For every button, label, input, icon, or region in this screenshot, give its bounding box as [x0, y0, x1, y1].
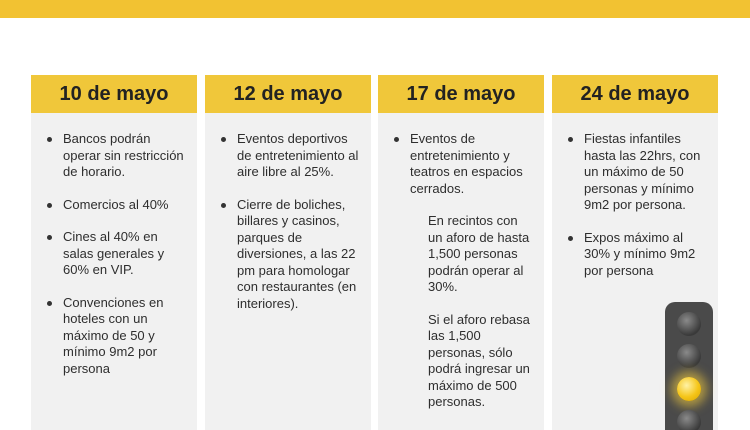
- list-item: Comercios al 40%: [45, 197, 187, 214]
- green-lamp-icon: [677, 410, 701, 430]
- list-item: Expos máximo al 30% y mínimo 9m2 por persona: [566, 230, 708, 280]
- column-10-mayo: [31, 75, 197, 430]
- list-item: Cierre de boliches, billares y casinos, parques de diversiones, a las 22 pm para homologar con restaurantes (en interiores).: [219, 197, 361, 313]
- traffic-light-icon: [665, 302, 713, 430]
- list-item: Bancos podrán operar sin restricción de horario.: [45, 131, 187, 181]
- detail-paragraph: Si el aforo rebasa las 1,500 personas, sólo podrá ingresar un máximo de 500 personas.: [428, 311, 530, 409]
- column-date: 12 de mayo: [205, 75, 371, 113]
- column-date: 17 de mayo: [378, 75, 544, 113]
- list-item: Eventos deportivos de entretenimiento al aire libre al 25%.: [219, 131, 361, 181]
- list-item: Convenciones en hoteles con un máximo de 50 y mínimo 9m2 por persona: [45, 295, 187, 378]
- column-date: 10 de mayo: [31, 75, 197, 113]
- list-item: Fiestas infantiles hasta las 22hrs, con un máximo de 50 personas y mínimo 9m2 por persona.: [566, 131, 708, 214]
- list-item: Cines al 40% en salas generales y 60% en VIP.: [45, 229, 187, 279]
- column-12-mayo: [205, 75, 371, 430]
- list-item: Eventos de entretenimiento y teatros en espacios cerrados.: [392, 131, 534, 197]
- column-17-mayo: [378, 75, 544, 430]
- yellow-lamp-icon: [677, 377, 701, 401]
- top-accent-bar: [0, 0, 750, 18]
- detail-paragraph: En recintos con un aforo de hasta 1,500 personas podrán operar al 30%.: [428, 213, 530, 294]
- red-lamp-icon: [677, 312, 701, 336]
- gray-lamp-icon: [677, 344, 701, 368]
- column-date: 24 de mayo: [552, 75, 718, 113]
